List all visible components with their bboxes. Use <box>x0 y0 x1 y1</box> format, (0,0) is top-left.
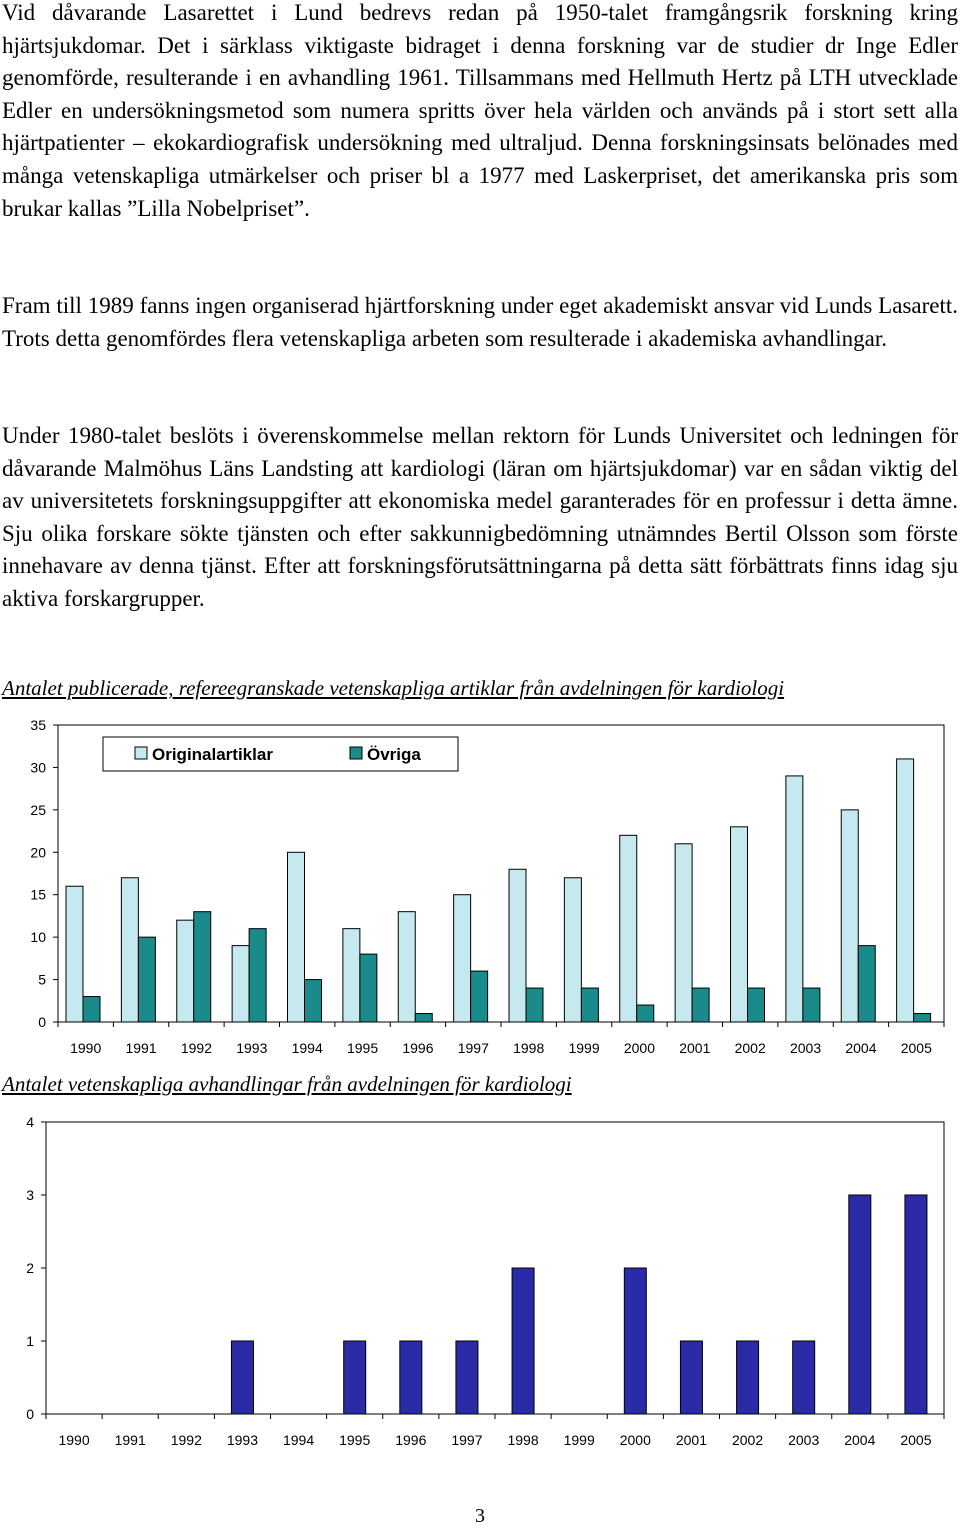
x-tick-label: 1999 <box>563 1432 595 1448</box>
bar--vriga-1990 <box>83 997 100 1022</box>
bar--vriga-1994 <box>305 980 322 1022</box>
y-tick-label: 2 <box>26 1260 34 1276</box>
bar-originalartiklar-1998 <box>509 869 526 1022</box>
x-tick-label: 2002 <box>734 1040 766 1056</box>
bar--vriga-1999 <box>581 988 598 1022</box>
bar--vriga-1997 <box>471 971 488 1022</box>
x-tick-label: 2005 <box>900 1040 932 1056</box>
bar--vriga-1991 <box>138 937 155 1022</box>
y-tick-label: 0 <box>38 1014 46 1030</box>
bar-originalartiklar-2001 <box>675 844 692 1022</box>
paragraph-no-organized-research: Fram till 1989 fanns ingen organiserad hjärtforskning under eget akademiskt ansvar vid Lunds Lasarett. Trots detta genomfördes flera vetenskapliga arbeten som resulterade i akademiska avhandlingar. <box>2 293 958 351</box>
bar-avhandlingar-2004 <box>849 1195 871 1414</box>
x-tick-label: 1991 <box>114 1432 146 1448</box>
bar--vriga-1993 <box>249 929 266 1022</box>
bar-originalartiklar-2000 <box>620 835 637 1022</box>
x-tick-label: 1998 <box>513 1040 545 1056</box>
bar--vriga-2002 <box>748 988 765 1022</box>
bar-originalartiklar-2005 <box>897 759 914 1022</box>
x-tick-label: 1990 <box>70 1040 102 1056</box>
x-tick-label: 1994 <box>282 1432 315 1448</box>
x-tick-label: 1993 <box>226 1432 259 1448</box>
x-tick-label: 1996 <box>395 1432 427 1448</box>
legend-swatch <box>135 747 147 759</box>
bar-avhandlingar-1998 <box>512 1268 534 1414</box>
x-tick-label: 2005 <box>900 1432 932 1448</box>
legend-label: Övriga <box>367 745 421 764</box>
bar--vriga-1992 <box>194 912 211 1022</box>
paragraph-professorship: Under 1980-talet beslöts i överenskommelse mellan rektorn för Lunds Universitet och ledningen för dåvarande Malmöhus Läns Landsting att kardiologi (läran om hjärtsjukdomar) var en sådan viktig del av universitetets forskningsuppgifter att ekonomiska medel garanterades för en professur i detta ämne. Sju olika forskare sökte tjänsten och efter sakkunnigbedömning utnämndes Bertil Olsson som förste innehavare av denna tjänst. Efter att forskningsförutsättningarna på detta sätt förbättrats finns idag sju aktiva forskargrupper. <box>2 423 958 611</box>
x-tick-label: 2001 <box>675 1432 708 1448</box>
x-tick-label: 1997 <box>451 1432 483 1448</box>
bar-originalartiklar-1991 <box>121 878 138 1022</box>
y-tick-label: 20 <box>30 844 46 861</box>
x-tick-label: 2001 <box>679 1040 711 1056</box>
bar-avhandlingar-2005 <box>905 1195 927 1414</box>
x-tick-label: 1992 <box>170 1432 202 1448</box>
x-tick-label: 2000 <box>619 1432 651 1448</box>
x-tick-label: 1995 <box>346 1040 379 1056</box>
bar-originalartiklar-1990 <box>66 886 83 1022</box>
bar-avhandlingar-2001 <box>680 1341 702 1414</box>
y-tick-label: 15 <box>30 886 46 903</box>
y-tick-label: 10 <box>30 929 46 946</box>
y-tick-label: 0 <box>26 1406 34 1422</box>
y-tick-label: 1 <box>26 1333 34 1349</box>
y-tick-label: 25 <box>30 801 46 818</box>
x-tick-label: 1999 <box>568 1040 600 1056</box>
bar--vriga-2005 <box>914 1014 931 1022</box>
bar-originalartiklar-2004 <box>841 810 858 1022</box>
bar-originalartiklar-1997 <box>454 895 471 1022</box>
x-tick-label: 1997 <box>457 1040 489 1056</box>
legend-swatch <box>350 747 362 759</box>
x-tick-label: 1992 <box>180 1040 213 1056</box>
bar-avhandlingar-1993 <box>231 1341 253 1414</box>
page-number: 3 <box>475 1505 485 1527</box>
bar--vriga-1995 <box>360 954 377 1022</box>
y-tick-label: 30 <box>30 759 46 776</box>
y-tick-label: 35 <box>30 717 46 733</box>
bar-originalartiklar-1994 <box>288 852 305 1022</box>
bar-avhandlingar-1997 <box>456 1341 478 1414</box>
x-tick-label: 1991 <box>125 1040 157 1056</box>
x-tick-label: 2000 <box>623 1040 656 1056</box>
bar-avhandlingar-2000 <box>624 1268 646 1414</box>
theses-bar-chart <box>0 1100 960 1460</box>
bar--vriga-2000 <box>637 1005 654 1022</box>
paragraph-edler-history: Vid dåvarande Lasarettet i Lund bedrevs redan på 1950-talet framgångsrik forskning kring hjärtsjukdomar. Det i särklass viktigaste bidraget i denna forskning var de studier dr Inge Edler genomförde, resulterande i en avhandling 1961. Tillsammans med Hellmuth Hertz på LTH utvecklade Edler en undersökningsmetod som numera spritts över hela världen och används på i stort sett alla hjärtpatienter – ekokardiografisk undersökning med ultraljud. Denna forskningsinsats belönades med många vetenskapliga utmärkelser och priser bl a 1977 med Laskerpriset, det amerikanska pris som brukar kallas ”Lilla Nobelpriset”. <box>2 0 958 221</box>
bar-originalartiklar-1999 <box>564 878 581 1022</box>
x-tick-label: 1994 <box>291 1040 323 1056</box>
bar-originalartiklar-1996 <box>398 912 415 1022</box>
bar-originalartiklar-1993 <box>232 946 249 1022</box>
y-tick-label: 3 <box>26 1187 34 1203</box>
x-tick-label: 2003 <box>788 1432 820 1448</box>
x-tick-label: 2002 <box>731 1432 764 1448</box>
y-tick-label: 5 <box>38 971 46 988</box>
y-tick-label: 4 <box>26 1114 34 1130</box>
x-tick-label: 2004 <box>845 1040 877 1056</box>
articles-bar-chart <box>0 700 960 1070</box>
x-tick-label: 2003 <box>789 1040 822 1056</box>
bar-avhandlingar-1995 <box>344 1341 366 1414</box>
x-tick-label: 1995 <box>339 1432 371 1448</box>
bar--vriga-1996 <box>415 1014 432 1022</box>
bar-avhandlingar-2003 <box>793 1341 815 1414</box>
bar-originalartiklar-2003 <box>786 776 803 1022</box>
bar--vriga-2003 <box>803 988 820 1022</box>
bar-originalartiklar-1992 <box>177 920 194 1022</box>
chart-articles-title: Antalet publicerade, refereegranskade vetenskapliga artiklar från avdelningen för kardiologi <box>2 676 785 700</box>
bar-avhandlingar-2002 <box>737 1341 759 1414</box>
x-tick-label: 1998 <box>507 1432 539 1448</box>
x-tick-label: 1993 <box>236 1040 268 1056</box>
bar--vriga-2004 <box>858 946 875 1022</box>
bar--vriga-1998 <box>526 988 543 1022</box>
bar-originalartiklar-1995 <box>343 929 360 1022</box>
x-tick-label: 1996 <box>402 1040 434 1056</box>
bar--vriga-2001 <box>692 988 709 1022</box>
bar-originalartiklar-2002 <box>731 827 748 1022</box>
legend-label: Originalartiklar <box>152 745 273 764</box>
x-tick-label: 2004 <box>844 1432 876 1448</box>
x-tick-label: 1990 <box>58 1432 90 1448</box>
chart-theses-title: Antalet vetenskapliga avhandlingar från avdelningen för kardiologi <box>2 1072 572 1096</box>
bar-avhandlingar-1996 <box>400 1341 422 1414</box>
